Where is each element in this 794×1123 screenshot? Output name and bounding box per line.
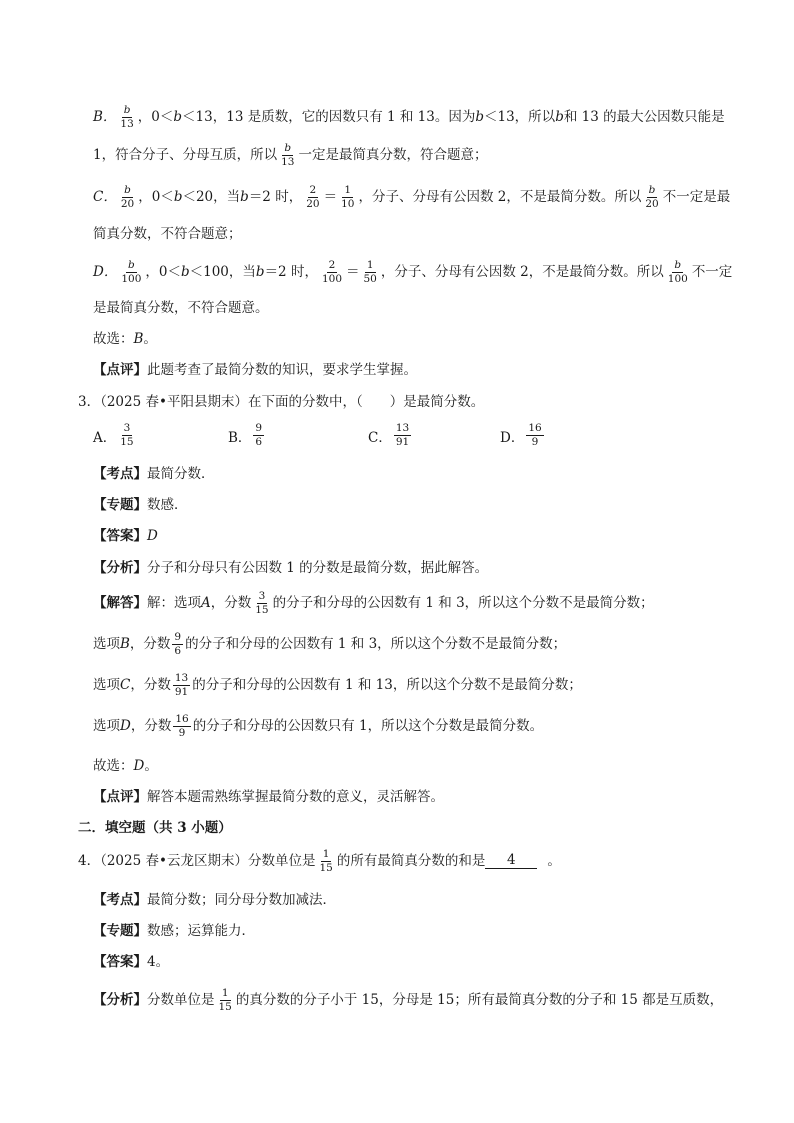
fraction [317, 849, 334, 874]
text: 的分子和分母的公因数只有 1，所以这个分数是最简分数。 [192, 717, 544, 734]
q3-answer [93, 530, 158, 544]
option-c-line-2 [93, 228, 242, 242]
text: 和 13 的最大公因数只能是 [563, 108, 725, 125]
fraction [172, 632, 183, 657]
q3-option-a [93, 423, 138, 448]
answer-blank: 4 [485, 854, 537, 870]
variable: b [255, 263, 265, 280]
text: ，0＜ [138, 188, 174, 205]
text: 。 [144, 758, 158, 774]
fraction [394, 423, 411, 448]
text: 简真分数，不符合题意； [93, 226, 242, 242]
text: ＝2 时， [264, 263, 318, 280]
text: 是最简真分数，不符合题意。 [93, 300, 269, 316]
text: 4。 [147, 954, 170, 970]
variable: b [240, 188, 249, 205]
text: ，0＜ [145, 263, 181, 280]
q3-solution-c [93, 673, 582, 698]
option-label: D． [500, 429, 525, 446]
option-d-line-2 [93, 302, 269, 316]
numerator: 3 [257, 591, 268, 604]
option-b-label: B． [93, 108, 117, 125]
numerator: 9 [253, 423, 264, 436]
text: ＝2 时， [248, 188, 303, 205]
denominator: 100 [121, 273, 142, 286]
numerator: 1 [365, 260, 376, 273]
text: 的分子和分母的公因数有 1 和 13，所以这个分数不是最简分数； [192, 676, 582, 693]
text: 的所有最简真分数的和是 [336, 852, 486, 869]
q3-topic [93, 499, 188, 513]
denominator: 13 [120, 118, 134, 131]
variable: D [120, 717, 131, 734]
q3-solution-d [93, 714, 543, 739]
denominator: 15 [255, 604, 269, 617]
text: ，分数 [210, 594, 252, 611]
q4-analysis [93, 988, 723, 1013]
variable: b [180, 263, 190, 280]
q3-solution-a [93, 591, 654, 616]
denominator: 9 [178, 727, 186, 740]
text: 选项 [93, 717, 120, 734]
text: 解答本题需熟练掌握最简分数的意义，灵活解答。 [147, 789, 444, 805]
denominator: 20 [120, 198, 135, 211]
numerator: 13 [394, 423, 411, 436]
fraction [118, 105, 135, 130]
text: ＜20，当 [182, 188, 241, 205]
review-q2 [93, 364, 417, 378]
option-c-label: C． [93, 188, 117, 205]
fraction [279, 143, 296, 168]
fraction [173, 673, 190, 698]
option-label: A． [93, 429, 117, 446]
variable: b [173, 188, 183, 205]
answer-select-q3 [93, 760, 158, 774]
numerator: 2 [327, 260, 338, 273]
option-label: B． [228, 429, 252, 446]
fraction [217, 988, 234, 1013]
text: 不一定是最 [662, 188, 731, 205]
numerator: b [282, 143, 293, 156]
option-label: C． [368, 429, 392, 446]
section-tag: 【答案】 [93, 954, 147, 970]
fraction [253, 423, 264, 448]
fraction [320, 260, 344, 285]
numerator: 16 [173, 714, 190, 727]
text: 故选： [93, 758, 134, 774]
variable: D [147, 528, 158, 544]
option-b-line-2 [93, 143, 487, 168]
fraction [253, 591, 270, 616]
text: 分子和分母只有公因数 1 的分数是最简分数，据此解答。 [147, 560, 489, 576]
denominator: 20 [645, 198, 659, 211]
numerator: 13 [173, 673, 190, 686]
section-heading-fill-blank [78, 822, 232, 836]
fraction [304, 185, 321, 210]
option-d-line-1 [93, 260, 732, 285]
text: 。 [547, 852, 561, 869]
denominator: 20 [306, 198, 320, 211]
numerator: b [647, 185, 658, 198]
numerator: 2 [308, 185, 319, 198]
option-c-line-1 [93, 185, 730, 210]
equals: ＝ [323, 188, 338, 205]
text: ，分子、分母有公因数 2，不是最简分数。所以 [358, 188, 642, 205]
denominator: 91 [174, 686, 189, 699]
variable: b [173, 108, 183, 125]
text: ＜13，所以 [484, 108, 556, 125]
q4-answer [93, 956, 169, 970]
variable: b [555, 108, 564, 125]
text: ，0＜ [137, 108, 174, 125]
option-d-label: D． [93, 263, 118, 280]
denominator: 15 [218, 1001, 232, 1014]
q3-option-b [228, 423, 266, 448]
text: 分数单位是 [147, 991, 215, 1008]
section-tag: 【解答】 [93, 594, 147, 611]
text: ，分数 [130, 717, 172, 734]
numerator: 9 [172, 632, 183, 645]
denominator: 100 [321, 273, 342, 286]
denominator: 10 [341, 198, 355, 211]
text: 数感；运算能力． [147, 923, 255, 939]
text: 数感． [147, 497, 188, 513]
section-tag: 【点评】 [93, 789, 147, 805]
section-tag: 【分析】 [93, 560, 147, 576]
answer-select-q2 [93, 333, 157, 347]
text: 解：选项 [147, 594, 201, 611]
fraction [118, 423, 135, 448]
text: 3．（2025 春•平阳县期末）在下面的分数中，（ ）是最简分数。 [78, 394, 485, 410]
denominator: 9 [531, 436, 539, 449]
numerator: 1 [321, 849, 332, 862]
denominator: 100 [667, 273, 688, 286]
section-tag: 【考点】 [93, 892, 147, 908]
text: 此题考查了最简分数的知识，要求学生掌握。 [147, 362, 417, 378]
review-q3 [93, 791, 444, 805]
text: 最简分数． [147, 466, 215, 482]
numerator: b [122, 185, 133, 198]
fraction [643, 185, 660, 210]
section-tag: 【专题】 [93, 923, 147, 939]
text: 故选： [93, 331, 134, 347]
fraction [119, 260, 143, 285]
section-title: 二．填空题（共 3 小题） [78, 820, 232, 836]
option-b-line-1 [93, 105, 725, 130]
question-4-stem [78, 849, 561, 874]
numerator: b [122, 105, 133, 118]
fraction [666, 260, 690, 285]
text: 最简分数；同分母分数加减法． [147, 892, 336, 908]
q4-topic [93, 925, 255, 939]
numerator: b [672, 260, 683, 273]
fraction [362, 260, 379, 285]
section-tag: 【点评】 [93, 362, 147, 378]
denominator: 6 [174, 645, 182, 658]
variable: b [475, 108, 484, 125]
text: ＜100，当 [189, 263, 256, 280]
text: ＜13，13 是质数，它的因数只有 1 和 13。因为 [182, 108, 476, 125]
text: ，分数 [129, 635, 171, 652]
variable: D [133, 758, 145, 774]
fraction [119, 185, 136, 210]
fraction [526, 423, 543, 448]
q3-analysis [93, 562, 488, 576]
text: 选项 [93, 635, 120, 652]
variable: A [201, 594, 211, 611]
denominator: 13 [281, 156, 295, 169]
numerator: 16 [526, 423, 543, 436]
denominator: 50 [363, 273, 377, 286]
q3-option-d [500, 423, 546, 448]
denominator: 15 [319, 862, 333, 875]
text: 的分子和分母的公因数有 1 和 3，所以这个分数不是最简分数； [185, 635, 567, 652]
equals: ＝ [346, 263, 360, 280]
text: 。 [143, 331, 157, 347]
section-tag: 【考点】 [93, 466, 147, 482]
text: 的分子和分母的公因数有 1 和 3，所以这个分数不是最简分数； [272, 594, 654, 611]
q3-solution-b [93, 632, 566, 657]
text: 不一定 [691, 263, 733, 280]
denominator: 6 [255, 436, 263, 449]
denominator: 91 [395, 436, 410, 449]
variable: C [120, 676, 131, 693]
q4-knowledge-point [93, 894, 336, 908]
text: 选项 [93, 676, 120, 693]
fraction [173, 714, 190, 739]
text: 4．（2025 春•云龙区期末）分数单位是 [78, 852, 316, 869]
question-3-options [93, 423, 653, 457]
numerator: 1 [342, 185, 353, 198]
denominator: 15 [120, 436, 134, 449]
variable: B [120, 635, 130, 652]
section-tag: 【答案】 [93, 528, 147, 544]
numerator: b [126, 260, 137, 273]
text: ，分数 [130, 676, 171, 693]
text: 1，符合分子、分母互质，所以 [93, 146, 278, 163]
text: ，分子、分母有公因数 2，不是最简分数。所以 [380, 263, 664, 280]
text: 一定是最简真分数，符合题意； [298, 146, 488, 163]
fraction [339, 185, 356, 210]
section-tag: 【专题】 [93, 497, 147, 513]
q3-option-c [368, 423, 413, 448]
numerator: 3 [122, 423, 133, 436]
variable: B [133, 331, 144, 347]
question-3-stem [78, 396, 484, 410]
section-tag: 【分析】 [93, 991, 147, 1008]
text: 的真分数的分子小于 15，分母是 15；所有最简真分数的分子和 15 都是互质数， [235, 991, 724, 1008]
numerator: 1 [220, 988, 231, 1001]
q3-knowledge-point [93, 468, 215, 482]
